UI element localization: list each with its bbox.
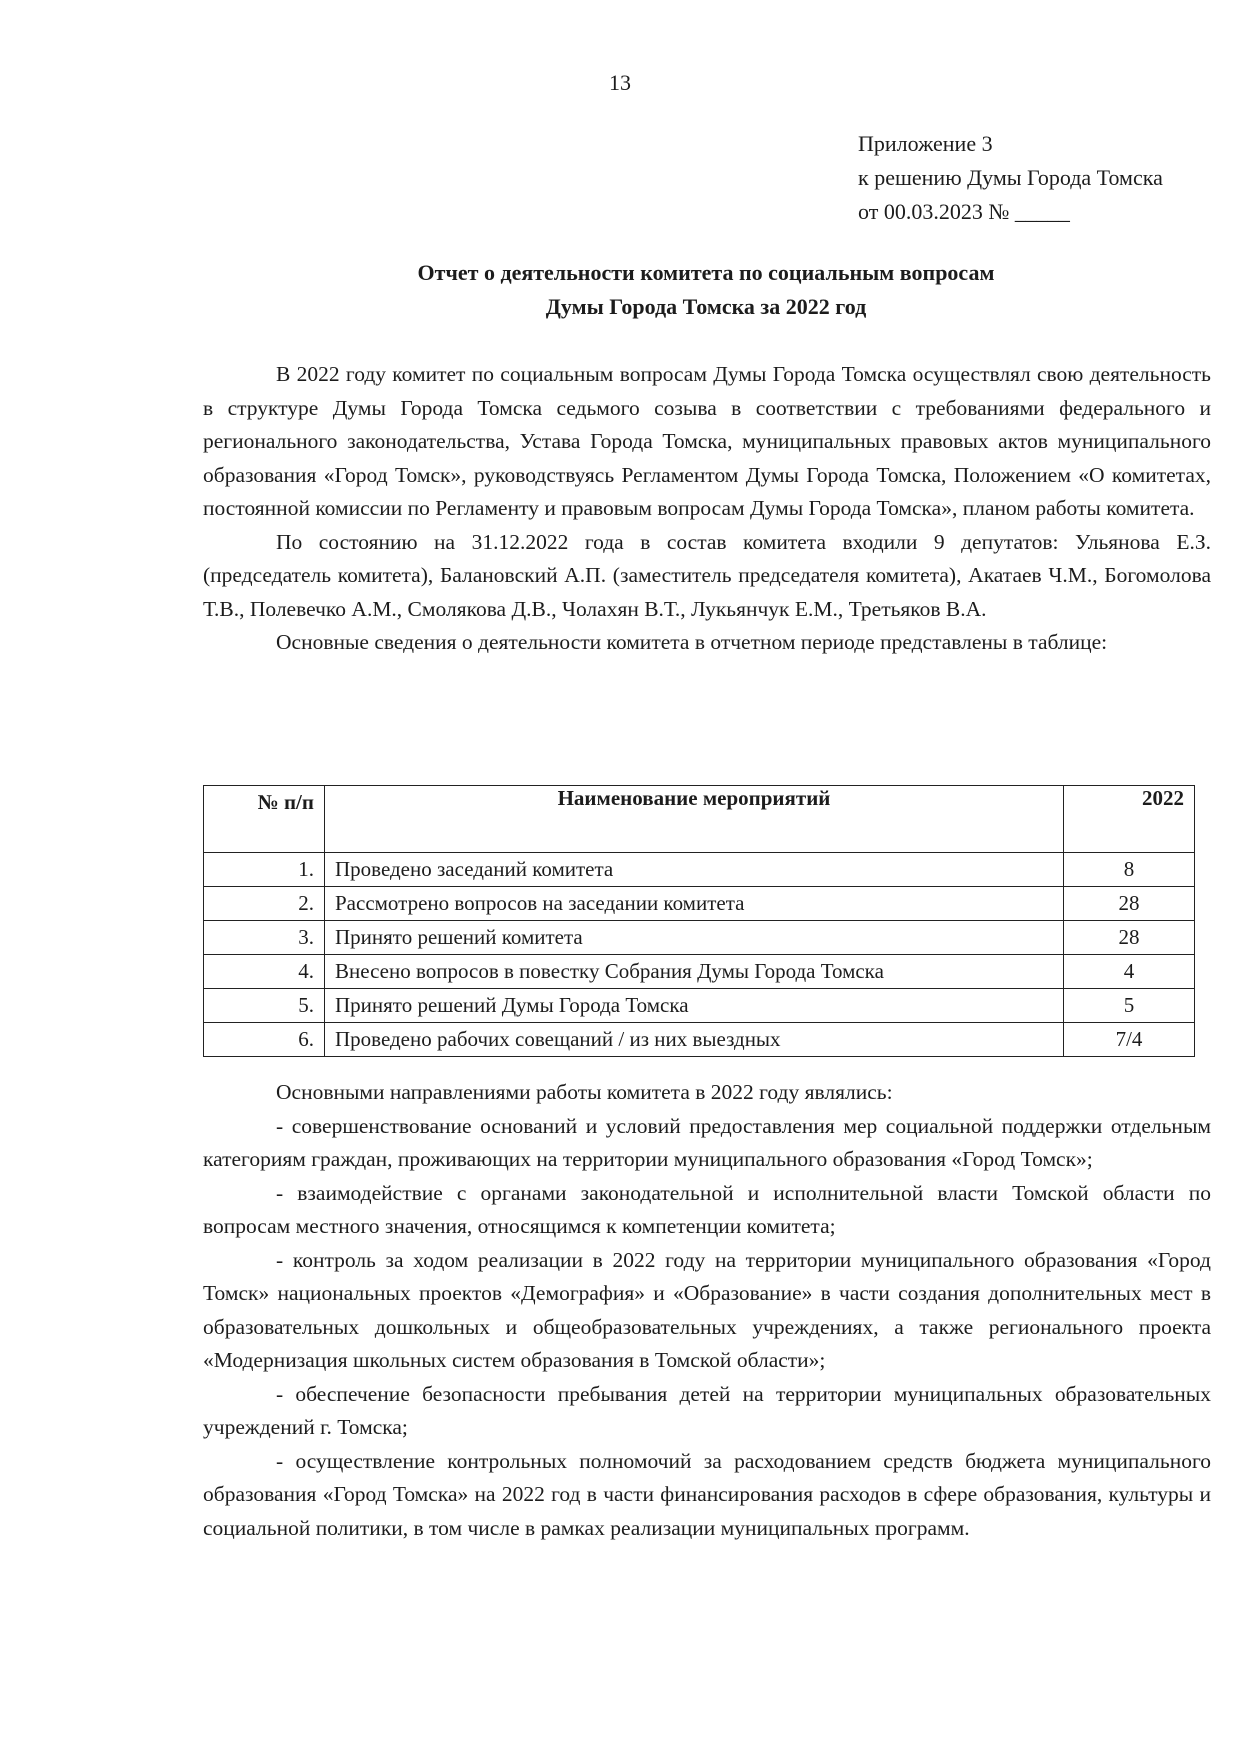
row-value: 7/4 [1064, 1023, 1195, 1057]
row-value: 28 [1064, 921, 1195, 955]
header-year: 2022 [1064, 786, 1195, 853]
header-num: № п/п [204, 786, 325, 853]
row-name: Рассмотрено вопросов на заседании комитета [325, 887, 1064, 921]
intro-paragraph-1: В 2022 году комитет по социальным вопросам Думы Города Томска осуществлял свою деятельность в структуре Думы Города Томска седьмого созыва в соответствии с требованиями федерального и регионального законодательства, Устава Города Томска, муниципальных правовых актов муниципального образования «Город Томск», руководствуясь Регламентом Думы Города Томска, Положением «О комитетах, постоянной комиссии по Регламенту и правовым вопросам Думы Города Томска», планом работы комитета. [203, 362, 1211, 520]
row-num: 2. [204, 887, 325, 921]
page-number: 13 [609, 70, 631, 95]
annex-block [858, 127, 1163, 229]
direction-item: - контроль за ходом реализации в 2022 году на территории муниципального образования «Город Томск» национальных проектов «Демография» и «Образование» в части создания дополнительных мест в образовательных дошкольных и общеобразовательных учреждениях, а также регионального проекта «Модернизация школьных систем образования в Томской области»; [203, 1247, 1211, 1372]
activities-table [203, 785, 1195, 1057]
row-value: 28 [1064, 887, 1195, 921]
header-name: Наименование мероприятий [325, 786, 1064, 853]
row-num: 6. [204, 1023, 325, 1057]
row-name: Принято решений Думы Города Томска [325, 989, 1064, 1023]
document-title [200, 256, 1212, 324]
table-row [204, 955, 1195, 989]
direction-item: - взаимодействие с органами законодательной и исполнительной власти Томской области по вопросам местного значения, относящимся к компетенции комитета; [203, 1180, 1211, 1238]
table-row [204, 887, 1195, 921]
row-value: 8 [1064, 853, 1195, 887]
table-row [204, 1023, 1195, 1057]
annex-line-3: от 00.03.2023 № _____ [858, 199, 1070, 224]
row-value: 4 [1064, 955, 1195, 989]
direction-item: - совершенствование оснований и условий предоставления мер социальной поддержки отдельным категориям граждан, проживающих на территории муниципального образования «Город Томск»; [203, 1113, 1211, 1171]
table-row [204, 921, 1195, 955]
annex-line-1: Приложение 3 [858, 131, 993, 156]
directions-section [203, 1076, 1211, 1545]
directions-intro: Основными направлениями работы комитета в 2022 году являлись: [276, 1080, 893, 1104]
row-name: Проведено заседаний комитета [325, 853, 1064, 887]
table-row [204, 853, 1195, 887]
row-num: 3. [204, 921, 325, 955]
row-name: Внесено вопросов в повестку Собрания Думы Города Томска [325, 955, 1064, 989]
intro-section [203, 358, 1211, 660]
row-name: Проведено рабочих совещаний / из них выездных [325, 1023, 1064, 1057]
row-num: 5. [204, 989, 325, 1023]
table-header-row [204, 786, 1195, 853]
table-row [204, 989, 1195, 1023]
direction-item: - обеспечение безопасности пребывания детей на территории муниципальных образовательных учреждений г. Томска; [203, 1381, 1211, 1439]
title-line-2: Думы Города Томска за 2022 год [545, 294, 867, 319]
row-value: 5 [1064, 989, 1195, 1023]
row-name: Принято решений комитета [325, 921, 1064, 955]
title-line-1: Отчет о деятельности комитета по социальным вопросам [417, 260, 995, 285]
row-num: 1. [204, 853, 325, 887]
annex-line-2: к решению Думы Города Томска [858, 165, 1163, 190]
intro-paragraph-3: Основные сведения о деятельности комитета в отчетном периоде представлены в таблице: [276, 630, 1108, 654]
direction-item: - осуществление контрольных полномочий за расходованием средств бюджета муниципального образования «Город Томска» на 2022 год в части финансирования расходов в сфере образования, культуры и социальной политики, в том числе в рамках реализации муниципальных программ. [203, 1448, 1211, 1540]
intro-paragraph-2: По состоянию на 31.12.2022 года в состав комитета входили 9 депутатов: Ульянова Е.З. (председатель комитета), Балановский А.П. (заместитель председателя комитета), Акатаев Ч.М., Богомолова Т.В., Полевечко А.М., Смолякова Д.В., Чолахян В.Т., Лукьянчук Е.М., Третьяков В.А. [203, 529, 1211, 621]
row-num: 4. [204, 955, 325, 989]
